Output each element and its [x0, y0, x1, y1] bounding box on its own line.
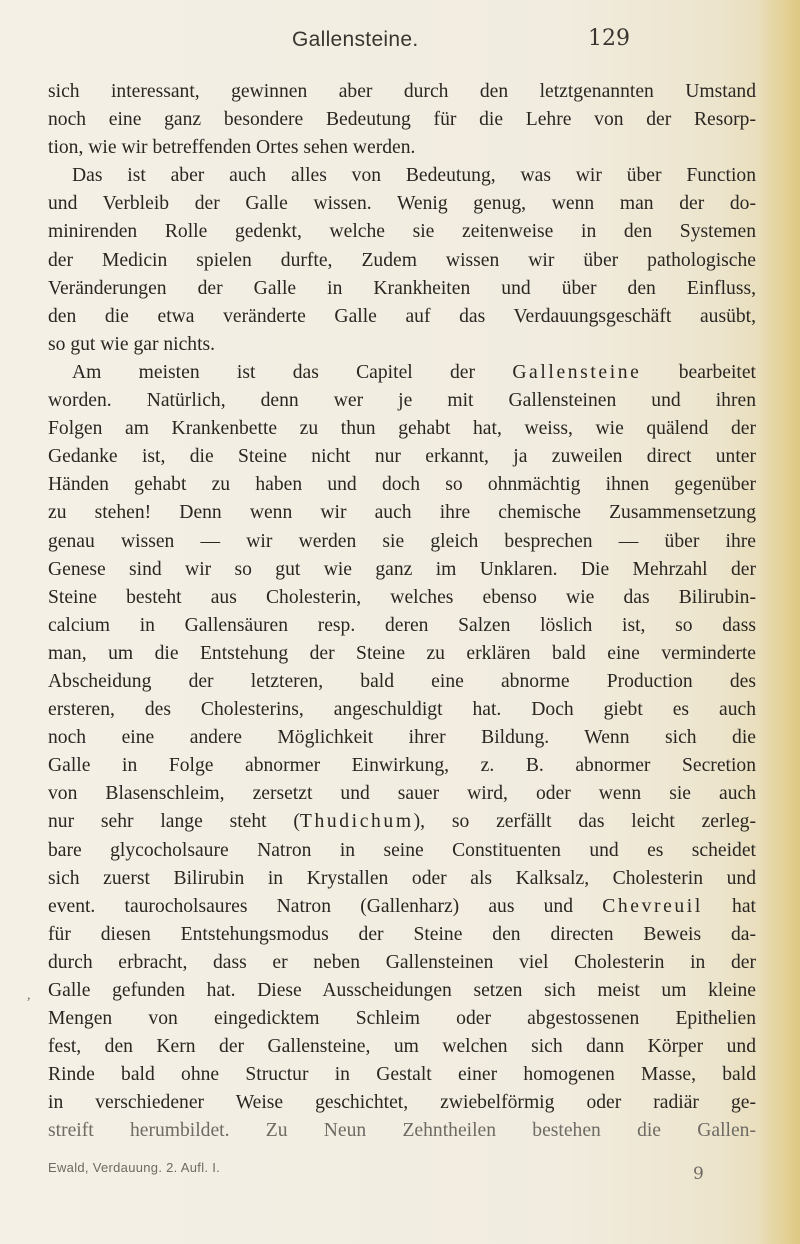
- text-line: tion, wie wir betreffenden Ortes sehen werden.: [48, 137, 416, 159]
- text-line: calcium in Gallensäuren resp. deren Salzen löslich ist, so dass: [48, 614, 756, 636]
- text-line: Veränderungen der Galle in Krankheiten und über den Einfluss,: [48, 277, 756, 299]
- text-line: so gut wie gar nichts.: [48, 333, 216, 355]
- text-line: den die etwa veränderte Galle auf das Verdauungsgeschäft ausübt,: [48, 305, 756, 327]
- text-fragment: nur sehr lange steht (: [48, 811, 300, 833]
- text-line: Gedanke ist, die Steine nicht nur erkannt, ja zuweilen direct unter: [48, 446, 756, 468]
- signature-number: 9: [693, 1164, 704, 1184]
- text-line: noch eine ganz besondere Bedeutung für die Lehre von der Resorp-: [48, 109, 756, 131]
- text-line: Das ist aber auch alles von Bedeutung, was wir über Function: [72, 165, 756, 187]
- margin-mark: ,: [27, 988, 31, 1003]
- emphasized-name: Chevreuil: [602, 895, 703, 917]
- text-line: sich interessant, gewinnen aber durch den letztgenannten Umstand: [48, 81, 756, 102]
- running-title: Gallensteine.: [292, 28, 419, 51]
- text-line: Abscheidung der letzteren, bald eine abnorme Production des: [48, 670, 756, 692]
- text-line: worden. Natürlich, denn wer je mit Gallensteinen und ihren: [48, 390, 756, 412]
- text-line: genau wissen — wir werden sie gleich besprechen — über ihre: [48, 530, 756, 552]
- text-fragment: hat: [732, 895, 756, 917]
- signature-line: [48, 1160, 756, 1190]
- text-line: [48, 808, 756, 836]
- text-fragment: event. taurocholsaures Natron (Gallenharz) aus und: [48, 895, 574, 917]
- running-head: [0, 18, 800, 58]
- text-line: Folgen am Krankenbette zu thun gehabt hat, weiss, wie quälend der: [48, 418, 756, 440]
- text-line: durch erbracht, dass er neben Gallensteinen viel Cholesterin in der: [48, 951, 756, 973]
- text-line: in verschiedener Weise geschichtet, zwiebelförmig oder radiär ge-: [48, 1092, 756, 1114]
- text-line: noch eine andere Möglichkeit ihrer Bildung. Wenn sich die: [48, 727, 756, 749]
- text-line: Genese sind wir so gut wie ganz im Unklaren. Die Mehrzahl der: [48, 558, 756, 580]
- text-line: und Verbleib der Galle wissen. Wenig genug, wenn man der do-: [48, 193, 756, 215]
- text-fragment: Am meisten ist das Capitel der: [72, 361, 476, 383]
- text-line: der Medicin spielen durfte, Zudem wissen wir über pathologische: [48, 249, 756, 271]
- text-line: zu stehen! Denn wenn wir auch ihre chemische Zusammensetzung: [48, 502, 756, 524]
- text-line: Galle in Folge abnormer Einwirkung, z. B. abnormer Secretion: [48, 755, 756, 777]
- text-line: streift herumbildet. Zu Neun Zehntheilen bestehen die Gallen-: [48, 1120, 756, 1142]
- text-line: sich zuerst Bilirubin in Krystallen oder als Kalksalz, Cholesterin und: [48, 867, 756, 889]
- text-line: von Blasenschleim, zersetzt und sauer wird, oder wenn sie auch: [48, 783, 756, 805]
- text-line: [48, 359, 756, 387]
- text-line: Steine besteht aus Cholesterin, welches ebenso wie das Bilirubin-: [48, 586, 756, 608]
- text-line: Galle gefunden hat. Diese Ausscheidungen setzen sich meist um kleine: [48, 980, 756, 1001]
- text-line: fest, den Kern der Gallensteine, um welchen sich dann Körper und: [48, 1036, 756, 1058]
- body-text: [48, 78, 756, 1146]
- page-number: 129: [588, 26, 630, 51]
- emphasized-term: Gallensteine: [512, 361, 642, 383]
- text-line: [48, 893, 756, 921]
- emphasized-name: Thudichum: [299, 811, 414, 833]
- text-line: für diesen Entstehungsmodus der Steine den directen Beweis da-: [48, 923, 756, 945]
- text-line: ersteren, des Cholesterins, angeschuldigt hat. Doch giebt es auch: [48, 699, 756, 721]
- text-line: Rinde bald ohne Structur in Gestalt einer homogenen Masse, bald: [48, 1064, 756, 1086]
- page-edge-discoloration: [758, 0, 800, 1244]
- text-fragment: bearbeitet: [678, 361, 756, 383]
- printer-signature: Ewald, Verdauung. 2. Aufl. I.: [48, 1160, 221, 1175]
- text-line: bare glycocholsaure Natron in seine Constituenten und es scheidet: [48, 839, 756, 861]
- text-line: Händen gehabt zu haben und doch so ohnmächtig ihnen gegenüber: [48, 474, 756, 496]
- text-line: man, um die Entstehung der Steine zu erklären bald eine verminderte: [48, 642, 756, 664]
- text-line: minirenden Rolle gedenkt, welche sie zeitenweise in den Systemen: [48, 221, 756, 243]
- text-fragment: ), so zerfällt das leicht zerleg-: [413, 811, 756, 833]
- text-line: Mengen von eingedicktem Schleim oder abgestossenen Epithelien: [48, 1008, 756, 1030]
